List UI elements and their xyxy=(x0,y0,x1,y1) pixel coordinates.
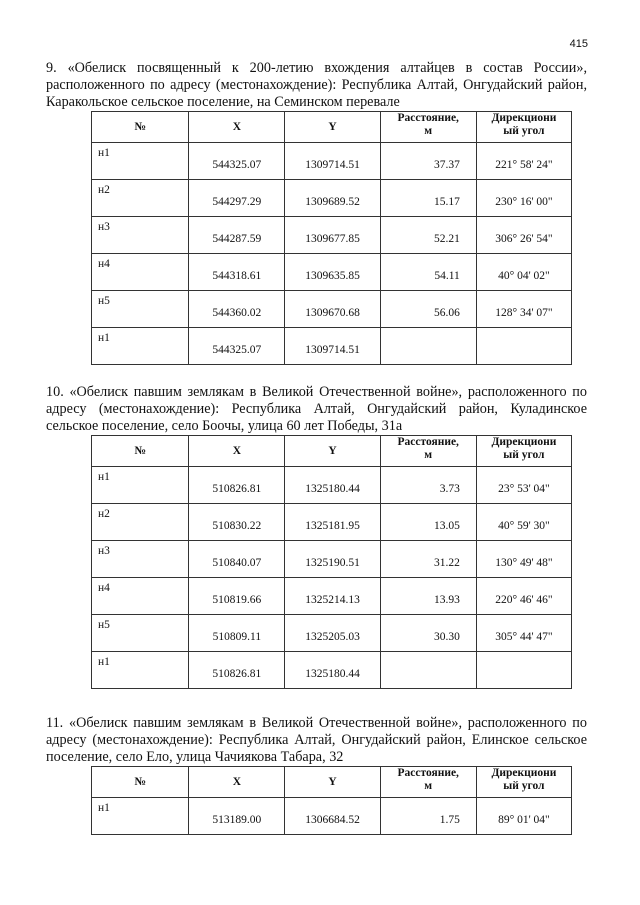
table-row xyxy=(92,467,572,504)
distance-value: 3.73 xyxy=(439,483,460,495)
distance-value: 30.30 xyxy=(433,631,460,643)
header-angle xyxy=(476,112,571,143)
y-cell xyxy=(285,217,380,254)
x-value: 544287.59 xyxy=(212,233,262,245)
y-value: 1309635.85 xyxy=(305,270,360,282)
y-cell xyxy=(285,254,380,291)
y-value: 1309677.85 xyxy=(305,233,360,245)
angle-cell xyxy=(476,504,571,541)
distance-value xyxy=(381,652,476,668)
distance-cell xyxy=(380,615,476,652)
header-distance xyxy=(380,112,476,143)
y-cell xyxy=(285,578,380,615)
point-cell xyxy=(92,143,189,180)
section-heading: 10. «Обелиск павшим землякам в Великой Отечественной войне», расположенного по адресу (местонахождение): Республика Алтай, Онгудайский район, Куладинское сельское поселение, село Боочы, улица 60 лет Победы, 31а xyxy=(46,384,587,434)
header-distance-line2: м xyxy=(424,125,433,137)
y-value: 1309689.52 xyxy=(305,196,360,208)
distance-cell xyxy=(380,652,476,689)
y-cell xyxy=(285,291,380,328)
distance-cell xyxy=(380,254,476,291)
angle-value: 305° 44' 47" xyxy=(495,631,553,643)
x-cell xyxy=(189,291,285,328)
section-heading: 9. «Обелиск посвященный к 200-летию вхождения алтайцев в состав России», расположенного по адресу (местонахождение): Республика Алтай, Онгудайский район, Каракольское сельское поселение, на Семинском перевале xyxy=(46,60,587,110)
header-angle-line1: Дирекциони xyxy=(491,436,557,448)
angle-value: 306° 26' 54" xyxy=(495,233,553,245)
y-cell xyxy=(285,615,380,652)
angle-cell xyxy=(476,291,571,328)
header-num: № xyxy=(92,112,189,143)
table-row xyxy=(92,291,572,328)
point-label: н5 xyxy=(98,619,110,631)
y-cell xyxy=(285,504,380,541)
point-label: н4 xyxy=(98,582,110,594)
angle-value: 89° 01' 04" xyxy=(498,814,550,826)
point-label: н1 xyxy=(98,332,110,344)
point-label: н3 xyxy=(98,545,110,557)
y-value: 1325180.44 xyxy=(305,668,360,680)
y-cell xyxy=(285,798,380,835)
x-cell xyxy=(189,328,285,365)
angle-value xyxy=(477,652,571,668)
table-header-row xyxy=(92,436,572,467)
header-distance-line1: Расстояние, xyxy=(397,112,459,124)
y-value: 1325205.03 xyxy=(305,631,360,643)
angle-cell xyxy=(476,328,571,365)
distance-value xyxy=(381,328,476,344)
table-row xyxy=(92,504,572,541)
point-cell xyxy=(92,217,189,254)
x-cell xyxy=(189,180,285,217)
x-value: 513189.00 xyxy=(212,814,262,826)
header-x: X xyxy=(189,767,285,798)
distance-cell xyxy=(380,798,476,835)
x-value: 510840.07 xyxy=(212,557,262,569)
table-row xyxy=(92,217,572,254)
header-distance xyxy=(380,436,476,467)
angle-value: 230° 16' 00" xyxy=(495,196,553,208)
table-row xyxy=(92,578,572,615)
y-cell xyxy=(285,328,380,365)
angle-cell xyxy=(476,254,571,291)
angle-cell xyxy=(476,217,571,254)
coordinates-table xyxy=(91,766,572,835)
point-cell xyxy=(92,798,189,835)
x-value: 544318.61 xyxy=(212,270,262,282)
point-label: н1 xyxy=(98,147,110,159)
table-row xyxy=(92,798,572,835)
document-section xyxy=(46,60,587,365)
distance-cell xyxy=(380,467,476,504)
distance-cell xyxy=(380,578,476,615)
point-cell xyxy=(92,291,189,328)
table-row xyxy=(92,615,572,652)
point-cell xyxy=(92,578,189,615)
x-cell xyxy=(189,652,285,689)
point-cell xyxy=(92,180,189,217)
distance-cell xyxy=(380,143,476,180)
distance-value: 54.11 xyxy=(434,270,460,282)
distance-cell xyxy=(380,180,476,217)
angle-cell xyxy=(476,798,571,835)
table-row xyxy=(92,328,572,365)
angle-cell xyxy=(476,143,571,180)
y-cell xyxy=(285,143,380,180)
header-angle-line1: Дирекциони xyxy=(491,767,557,779)
x-cell xyxy=(189,254,285,291)
angle-value: 221° 58' 24" xyxy=(495,159,553,171)
angle-value xyxy=(477,328,571,344)
distance-value: 13.93 xyxy=(433,594,460,606)
header-y: Y xyxy=(285,767,380,798)
header-angle-line2: ый угол xyxy=(503,125,545,137)
point-label: н5 xyxy=(98,295,110,307)
x-value: 510826.81 xyxy=(212,483,262,495)
x-cell xyxy=(189,467,285,504)
angle-value: 128° 34' 07" xyxy=(495,307,553,319)
header-num: № xyxy=(92,436,189,467)
x-cell xyxy=(189,615,285,652)
x-cell xyxy=(189,504,285,541)
distance-value: 13.05 xyxy=(433,520,460,532)
table-row xyxy=(92,541,572,578)
x-value: 544297.29 xyxy=(212,196,262,208)
y-cell xyxy=(285,541,380,578)
point-label: н1 xyxy=(98,471,110,483)
y-value: 1309670.68 xyxy=(305,307,360,319)
angle-value: 40° 59' 30" xyxy=(498,520,550,532)
point-label: н1 xyxy=(98,802,110,814)
angle-cell xyxy=(476,467,571,504)
y-cell xyxy=(285,652,380,689)
distance-value: 1.75 xyxy=(439,814,460,826)
x-cell xyxy=(189,578,285,615)
point-cell xyxy=(92,254,189,291)
header-distance-line2: м xyxy=(424,449,433,461)
header-angle-line2: ый угол xyxy=(503,449,545,461)
table-row xyxy=(92,254,572,291)
y-value: 1325181.95 xyxy=(305,520,360,532)
coordinates-table xyxy=(91,435,572,689)
point-label: н1 xyxy=(98,656,110,668)
document-section xyxy=(46,384,587,689)
angle-cell xyxy=(476,615,571,652)
y-value: 1309714.51 xyxy=(305,159,360,171)
header-distance-line1: Расстояние, xyxy=(397,767,459,779)
distance-cell xyxy=(380,217,476,254)
page-number: 415 xyxy=(569,38,588,50)
point-cell xyxy=(92,652,189,689)
header-angle-line2: ый угол xyxy=(503,780,545,792)
document-section xyxy=(46,715,587,835)
angle-cell xyxy=(476,578,571,615)
distance-cell xyxy=(380,328,476,365)
angle-value: 220° 46' 46" xyxy=(495,594,553,606)
header-num: № xyxy=(92,767,189,798)
point-cell xyxy=(92,504,189,541)
y-cell xyxy=(285,467,380,504)
x-value: 510826.81 xyxy=(212,668,262,680)
y-value: 1325180.44 xyxy=(305,483,360,495)
header-y: Y xyxy=(285,436,380,467)
table-header-row xyxy=(92,767,572,798)
angle-value: 130° 49' 48" xyxy=(495,557,553,569)
x-cell xyxy=(189,541,285,578)
y-value: 1309714.51 xyxy=(305,344,360,356)
point-label: н3 xyxy=(98,221,110,233)
coordinates-table xyxy=(91,111,572,365)
header-y: Y xyxy=(285,112,380,143)
y-value: 1306684.52 xyxy=(305,814,360,826)
table-row xyxy=(92,180,572,217)
distance-value: 15.17 xyxy=(433,196,460,208)
distance-cell xyxy=(380,541,476,578)
x-cell xyxy=(189,217,285,254)
header-angle xyxy=(476,436,571,467)
table-row xyxy=(92,652,572,689)
x-value: 544360.02 xyxy=(212,307,262,319)
angle-value: 23° 53' 04" xyxy=(498,483,550,495)
point-label: н2 xyxy=(98,184,110,196)
distance-value: 31.22 xyxy=(433,557,460,569)
x-cell xyxy=(189,798,285,835)
angle-value: 40° 04' 02" xyxy=(498,270,550,282)
point-label: н2 xyxy=(98,508,110,520)
distance-cell xyxy=(380,504,476,541)
point-cell xyxy=(92,615,189,652)
x-cell xyxy=(189,143,285,180)
header-angle-line1: Дирекциони xyxy=(491,112,557,124)
angle-cell xyxy=(476,652,571,689)
header-distance xyxy=(380,767,476,798)
header-angle xyxy=(476,767,571,798)
point-cell xyxy=(92,328,189,365)
distance-value: 56.06 xyxy=(433,307,460,319)
x-value: 510830.22 xyxy=(212,520,262,532)
point-label: н4 xyxy=(98,258,110,270)
table-row xyxy=(92,143,572,180)
section-heading: 11. «Обелиск павшим землякам в Великой Отечественной войне», расположенного по адресу (местонахождение): Республика Алтай, Онгудайский район, Елинское сельское поселение, село Ело, улица Чачиякова Табара, 32 xyxy=(46,715,587,765)
header-distance-line2: м xyxy=(424,780,433,792)
distance-value: 37.37 xyxy=(433,159,460,171)
y-cell xyxy=(285,180,380,217)
x-value: 544325.07 xyxy=(212,344,262,356)
y-value: 1325190.51 xyxy=(305,557,360,569)
header-distance-line1: Расстояние, xyxy=(397,436,459,448)
angle-cell xyxy=(476,541,571,578)
y-value: 1325214.13 xyxy=(305,594,360,606)
angle-cell xyxy=(476,180,571,217)
point-cell xyxy=(92,467,189,504)
distance-value: 52.21 xyxy=(433,233,460,245)
table-header-row xyxy=(92,112,572,143)
x-value: 510809.11 xyxy=(212,631,262,643)
distance-cell xyxy=(380,291,476,328)
point-cell xyxy=(92,541,189,578)
x-value: 544325.07 xyxy=(212,159,262,171)
x-value: 510819.66 xyxy=(212,594,262,606)
header-x: X xyxy=(189,112,285,143)
header-x: X xyxy=(189,436,285,467)
